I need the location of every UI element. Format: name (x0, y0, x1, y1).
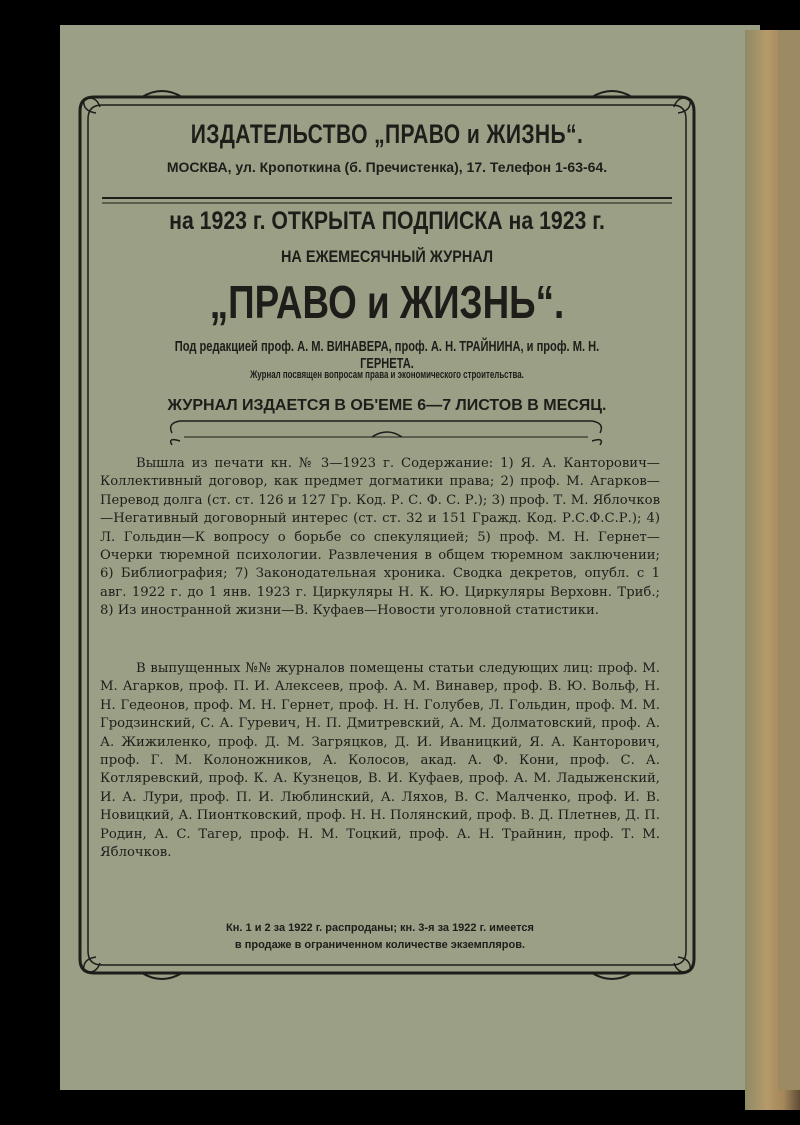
issue-contents: Вышла из печати кн. № 3—1923 г. Содержание: 1) Я. А. Канторович—Коллективный договор, как предмет догматики права; 2) проф. М. Агарков—Перевод долга (ст. ст. 126 и 127 Гр. Код. Р. С. Ф. С. Р.); 3) проф. Т. М. Яблочков—Негативный договорный интерес (ст. ст. 32 и 151 Гражд. Код. Р.С.Ф.С.Р.); 4) Л. Гольдин—К вопросу о борьбе со спекуляцией; 5) проф. М. Н. Гернет—Очерки тюремной психологии. Развлечения в общем тюремном заключении; 6) Библиография; 7) Законодательная хроника. Сводка декретов, опубл. с 1 авг. 1922 г. до 1 янв. 1923 г. Циркуляры Н. К. Ю. Циркуляры Верховн. Триб.; 8) Из иностранной жизни—В. Куфаев—Новости уголовной статистики. (100, 456, 660, 619)
sold-out-notice (100, 920, 660, 954)
publisher-address: МОСКВА, ул. Кропоткина (б. Пречистенка), 17. Телефон 1-63-64. (166, 159, 608, 175)
journal-purpose: Журнал посвящен вопросам права и экономического строительства. (250, 369, 524, 381)
journal-type: НА ЕЖЕМЕСЯЧНЫЙ ЖУРНАЛ (280, 247, 494, 266)
journal-volume: ЖУРНАЛ ИЗДАЕТСЯ В ОБ'ЕМЕ 6—7 ЛИСТОВ В МЕСЯЦ. (167, 397, 607, 414)
sold-out-line-2: в продаже в ограниченном количестве экземпляров. (234, 939, 526, 951)
subscription-heading: на 1923 г. ОТКРЫТА ПОДПИСКА на 1923 г. (169, 207, 605, 235)
publisher-name: ИЗДАТЕЛЬСТВО „ПРАВО и ЖИЗНЬ“. (190, 119, 584, 149)
spine-edge (778, 30, 800, 1090)
contributors-list: В выпущенных №№ журналов помещены статьи следующих лиц: проф. М. М. Агарков, проф. П. И. Алексеев, проф. А. М. Винавер, проф. В. Ю. Вольф, Н. Н. Гедеонов, проф. М. Н. Гернет, проф. Н. Н. Голубев, Л. Гольдин, проф. М. М. Гродзинский, С. А. Гуревич, Н. П. Дмитревский, А. М. Долматовский, проф. А. А. Жижиленко, проф. Д. М. Загряцков, Д. И. Иваницкий, Я. А. Канторович, проф. Г. М. Колоножников, А. Колосов, акад. А. Ф. Кони, проф. С. А. Котляревский, проф. К. А. Кузнецов, В. И. Куфаев, проф. А. М. Ладыженский, И. А. Лури, проф. П. И. Люблинский, А. Ляхов, В. С. Малченко, проф. И. В. Новицкий, А. Пионтковский, проф. Н. Н. Полянский, проф. В. Д. Плетнев, Д. П. Родин, А. С. Тагер, проф. Н. М. Тоцкий, проф. А. Н. Трайнин, проф. Т. М. Яблочков. (100, 661, 660, 861)
sold-out-line-1: Кн. 1 и 2 за 1922 г. распроданы; кн. 3-я за 1922 г. имеется (226, 922, 534, 934)
editors-line: Под редакцией проф. А. М. ВИНАВЕРА, проф. А. Н. ТРАЙНИНА, и проф. М. Н. ГЕРНЕТА. (174, 338, 600, 372)
journal-title: „ПРАВО и ЖИЗНЬ“. (209, 276, 565, 328)
